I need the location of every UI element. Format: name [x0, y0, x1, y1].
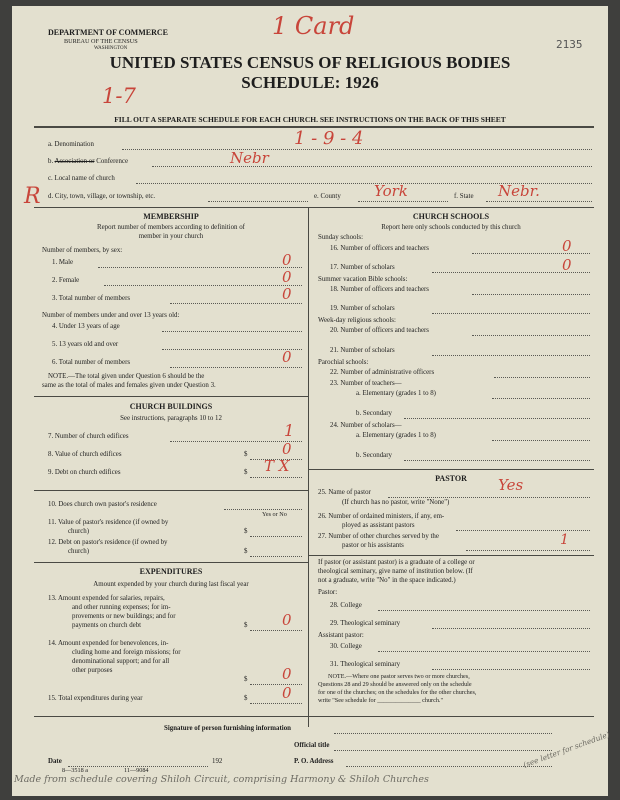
state-value: Nebr. [498, 182, 540, 200]
stamp-number: 2135 [556, 38, 583, 51]
body-top-rule [34, 207, 594, 208]
state-label: f. State [454, 193, 474, 200]
membership-note-2: same as the total of males and females given under Question 3. [42, 382, 216, 389]
q9-value: T X [264, 457, 290, 475]
expenditures-intro: Amount expended by your church during last fiscal year [93, 581, 249, 588]
parochial-label: Parochial schools: [318, 359, 369, 366]
q22-line [494, 377, 590, 378]
q27-value: 1 [560, 532, 569, 548]
q29-label: 29. Theological seminary [330, 620, 401, 627]
pastor-title: PASTOR [435, 474, 467, 483]
q16-value: 0 [562, 237, 572, 255]
buildings-title: CHURCH BUILDINGS [129, 402, 213, 411]
q30-line [378, 651, 590, 652]
q5-line [162, 349, 302, 350]
schools-rule [308, 469, 594, 470]
handwritten-footer-note: Made from schedule covering Shiloh Circuit, comprising Harmony & Shiloh Churches [14, 774, 429, 785]
denomination-label: a. Denomination [48, 141, 94, 148]
q24b-label: b. Secondary [356, 452, 392, 459]
q27-label-1: 27. Number of other churches served by the [318, 533, 439, 540]
q13-line [250, 630, 302, 631]
q15-label: 15. Total expenditures during year [48, 695, 143, 702]
membership-intro-1: Report number of members according to definition of [97, 224, 245, 231]
local-name-label: c. Local name of church [48, 175, 115, 182]
membership-rule [34, 396, 308, 397]
print-number: 11—9084 [124, 767, 149, 774]
q28-line [378, 610, 590, 611]
q28-label: 28. College [330, 602, 362, 609]
q6-value: 0 [282, 348, 292, 366]
pastor-note-1: NOTE.—Where one pastor serves two or more churches, [328, 673, 470, 680]
age-intro-label: Number of members under and over 13 years old: [42, 312, 180, 319]
q23-label: 23. Number of teachers— [330, 380, 402, 387]
q21-label: 21. Number of scholars [330, 347, 395, 354]
q14-line-4: other purposes [72, 667, 113, 674]
assistant-label: Assistant pastor: [318, 632, 364, 639]
q18-line [472, 294, 590, 295]
q24a-line [492, 440, 590, 441]
q16-line [472, 253, 590, 254]
q26-label-2: ployed as assistant pastors [342, 522, 415, 529]
sunday-label: Sunday schools: [318, 234, 363, 241]
q25-line [388, 497, 590, 498]
q16-label: 16. Number of officers and teachers [330, 245, 429, 252]
yes-no-hint: Yes or No [262, 511, 287, 518]
grad-note-2: theological seminary, give name of institution below. (If [318, 568, 473, 575]
form-number: 8—3518 a [62, 767, 88, 774]
q7-label: 7. Number of church edifices [48, 433, 129, 440]
q26-label-1: 26. Number of ordained ministers, if any, em- [318, 513, 445, 520]
q7-value: 1 [284, 421, 295, 440]
q25-note: (If church has no pastor, write "None") [342, 499, 450, 506]
city-label-d: d. City, town, village, or township, etc. [48, 193, 156, 200]
pastor-rule [308, 555, 594, 556]
handwritten-card-note: 1 Card [272, 12, 355, 40]
q9-line [250, 477, 302, 478]
q14-dollar: $ [244, 676, 248, 683]
by-sex-label: Number of members, by sex: [42, 247, 123, 254]
membership-intro-2: member in your church [138, 233, 204, 240]
conference-value: Nebr [230, 149, 269, 167]
official-title-label: Official title [294, 742, 330, 749]
buildings-rule [34, 490, 308, 491]
conference-label: b. Association or Conference [48, 158, 129, 165]
q21-line [432, 355, 590, 356]
pastor-note-3: for one of the churches; on the schedules for the other churches, [318, 689, 477, 696]
q12-label-1: 12. Debt on pastor's residence (if owned by [48, 539, 168, 546]
q18-label: 18. Number of officers and teachers [330, 286, 429, 293]
pastor-note-4: write "See schedule for ______________ church." [318, 697, 443, 704]
q2-value: 0 [282, 268, 292, 286]
q31-label: 31. Theological seminary [330, 661, 401, 668]
schedule-title: SCHEDULE: 1926 [241, 73, 379, 92]
pastor-label: Pastor: [318, 589, 338, 596]
q30-label: 30. College [330, 643, 362, 650]
q22-label: 22. Number of administrative officers [330, 369, 435, 376]
state-line [486, 201, 592, 202]
q13-line-2: and other running expenses; for im- [72, 604, 171, 611]
q26-line [456, 530, 590, 531]
q27-line [466, 550, 590, 551]
q13-dollar: $ [244, 622, 248, 629]
county-line [358, 201, 448, 202]
official-title-line [334, 750, 552, 751]
membership-title: MEMBERSHIP [143, 212, 199, 221]
grad-note-3: not a graduate, write "No" in the space indicated.) [318, 577, 456, 584]
q14-line-3: denominational support; and for all [72, 658, 170, 665]
q11-dollar: $ [244, 528, 248, 535]
pastor-note-2: Questions 28 and 29 should be answered only on the schedule [318, 681, 472, 688]
q23a-label: a. Elementary (grades 1 to 8) [356, 390, 436, 397]
denomination-value: 1 - 9 - 4 [294, 128, 364, 149]
q11-label-1: 11. Value of pastor's residence (if owned by [48, 519, 169, 526]
census-schedule-sheet [12, 6, 611, 796]
form-title: UNITED STATES CENSUS OF RELIGIOUS BODIES [109, 53, 511, 72]
q13-value: 0 [282, 611, 292, 629]
form-instruction: FILL OUT A SEPARATE SCHEDULE FOR EACH CHURCH. SEE INSTRUCTIONS ON THE BACK OF THIS SHEET [114, 115, 506, 124]
q8-value: 0 [282, 440, 292, 458]
q12-dollar: $ [244, 548, 248, 555]
q24a-label: a. Elementary (grades 1 to 8) [356, 432, 436, 439]
q14-line [250, 684, 302, 685]
q19-label: 19. Number of scholars [330, 305, 395, 312]
q24-label: 24. Number of scholars— [330, 422, 402, 429]
q15-line [250, 703, 302, 704]
q23b-label: b. Secondary [356, 410, 392, 417]
q14-value: 0 [282, 665, 292, 683]
handwritten-margin-r: R [24, 184, 41, 209]
q20-line [472, 335, 590, 336]
q9-label: 9. Debt on church edifices [48, 469, 121, 476]
q10-line [224, 509, 302, 510]
conference-line [152, 166, 592, 167]
grad-note-1: If pastor (or assistant pastor) is a graduate of a college or [318, 559, 475, 566]
q4-label: 4. Under 13 years of age [52, 323, 120, 330]
q14-line-2: cluding home and foreign missions; for [72, 649, 181, 656]
q3-label: 3. Total number of members [52, 295, 131, 302]
q11-label-2: church) [68, 528, 90, 535]
q3-value: 0 [282, 285, 292, 303]
q13-line-3: provements or new buildings; and for [72, 613, 176, 620]
q6-line [170, 367, 302, 368]
q29-line [432, 628, 590, 629]
q5-label: 5. 13 years old and over [52, 341, 119, 348]
q12-label-2: church) [68, 548, 90, 555]
buildings-intro: See instructions, paragraphs 10 to 12 [120, 415, 222, 422]
q17-value: 0 [562, 256, 572, 274]
q24b-line [404, 460, 590, 461]
q25-value: Yes [498, 476, 524, 494]
signature-label: Signature of person furnishing information [164, 725, 291, 732]
q19-line [432, 313, 590, 314]
date-label: Date [48, 758, 62, 765]
q31-line [432, 669, 590, 670]
po-address-label: P. O. Address [294, 758, 334, 765]
handwritten-range: 1-7 [102, 84, 136, 108]
q8-dollar: $ [244, 451, 248, 458]
q2-label: 2. Female [52, 277, 80, 284]
q20-label: 20. Number of officers and teachers [330, 327, 429, 334]
q25-label: 25. Name of pastor [318, 489, 371, 496]
q3-line [170, 303, 302, 304]
county-value: York [374, 182, 408, 200]
city-line [208, 201, 308, 202]
q15-value: 0 [282, 684, 292, 702]
q27-label-2: pastor or his assistants [342, 542, 404, 549]
footer-rule [34, 716, 594, 717]
q23a-line [492, 398, 590, 399]
q13-line-1: 13. Amount expended for salaries, repairs, [48, 595, 165, 602]
q17-label: 17. Number of scholars [330, 264, 395, 271]
q4-line [162, 331, 302, 332]
signature-line [334, 733, 552, 734]
q14-line-1: 14. Amount expended for benevolences, in- [48, 640, 169, 647]
membership-note-1: NOTE.—The total given under Question 6 should be the [48, 373, 205, 380]
weekday-label: Week-day religious schools: [318, 317, 396, 324]
q15-dollar: $ [244, 695, 248, 702]
po-address-line [346, 766, 552, 767]
department-label: DEPARTMENT OF COMMERCE [48, 28, 169, 37]
bureau-label: BUREAU OF THE CENSUS [64, 38, 138, 45]
q12-line [250, 556, 302, 557]
q1-line [98, 267, 302, 268]
denomination-line [122, 149, 592, 150]
summer-label: Summer vacation Bible schools: [318, 276, 408, 283]
county-label: e. County [314, 193, 341, 200]
q13-line-4: payments on church debt [72, 622, 142, 629]
q8-label: 8. Value of church edifices [48, 451, 122, 458]
q1-value: 0 [282, 251, 292, 269]
column-divider [308, 207, 309, 727]
schools-intro: Report here only schools conducted by this church [381, 224, 521, 231]
q23b-line [404, 418, 590, 419]
q11-line [250, 536, 302, 537]
q6-label: 6. Total number of members [52, 359, 131, 366]
q10-label: 10. Does church own pastor's residence [48, 501, 157, 508]
q9-dollar: $ [244, 469, 248, 476]
expenditures-title: EXPENDITURES [139, 567, 203, 576]
q1-label: 1. Male [52, 259, 74, 266]
year-label: 192 [212, 758, 223, 765]
handwritten-side-note: (see letter for schedule) [522, 729, 611, 770]
schools-title: CHURCH SCHOOLS [412, 212, 490, 221]
city-label: WASHINGTON [94, 46, 128, 51]
expenditures-top-rule [34, 562, 308, 563]
q2-line [104, 285, 302, 286]
